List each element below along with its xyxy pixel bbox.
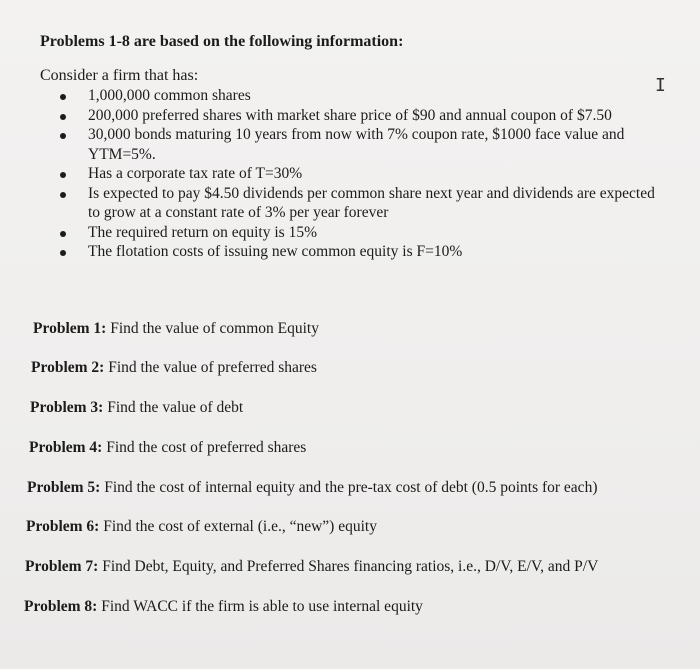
problem-label: Problem 6: (26, 518, 100, 535)
list-item-text: The flotation costs of issuing new common equity is F=10% (88, 243, 463, 260)
problem-label: Problem 2: (31, 359, 105, 376)
problem-text: Find WACC if the firm is able to use internal equity (101, 598, 423, 615)
list-item-text: 1,000,000 common shares (88, 87, 251, 104)
problem-3 (30, 399, 243, 417)
problem-5 (27, 479, 597, 497)
list-item (58, 164, 658, 184)
problem-label: Problem 8: (24, 598, 98, 615)
problem-8 (24, 598, 423, 616)
list-item-text: Has a corporate tax rate of T=30% (88, 165, 303, 182)
problem-7 (25, 558, 598, 576)
list-item (58, 86, 658, 106)
list-item (58, 125, 648, 164)
problem-1 (33, 320, 319, 338)
problem-text: Find the value of preferred shares (108, 359, 317, 376)
problem-text: Find the cost of internal equity and the pre-tax cost of debt (0.5 points for each) (104, 479, 598, 496)
problem-label: Problem 1: (33, 320, 107, 337)
list-item-text: 30,000 bonds maturing 10 years from now with 7% coupon rate, $1000 face value and YTM=5%. (88, 126, 625, 163)
bullet-icon (60, 133, 66, 139)
bullet-icon (60, 250, 66, 256)
problem-label: Problem 7: (25, 558, 99, 575)
problem-6 (26, 518, 377, 536)
list-item-text: The required return on equity is 15% (88, 223, 317, 241)
bullet-icon (60, 192, 66, 198)
problem-text: Find Debt, Equity, and Preferred Shares financing ratios, i.e., D/V, E/V, and P/V (102, 558, 599, 575)
bullet-icon (60, 94, 66, 100)
problem-2 (31, 359, 317, 377)
problem-text: Find the cost of preferred shares (106, 439, 307, 456)
intro-text: Consider a firm that has: (40, 67, 199, 84)
list-item-text: Is expected to pay $4.50 dividends per common share next year and dividends are expected to grow at a constant rate of 3% per year forever (88, 184, 655, 221)
list-item (58, 242, 658, 262)
problem-text: Find the value of debt (107, 399, 244, 416)
list-item (58, 106, 658, 126)
bullet-icon (60, 231, 66, 237)
bullet-icon (60, 172, 66, 178)
problem-4 (29, 439, 306, 457)
problem-label: Problem 5: (27, 479, 101, 496)
problem-text: Find the cost of external (i.e., “new”) equity (103, 518, 377, 535)
problem-label: Problem 4: (29, 439, 103, 456)
bullet-icon (60, 114, 66, 120)
problem-label: Problem 3: (30, 399, 104, 416)
page-title: Problems 1-8 are based on the following information: (40, 33, 404, 50)
firm-info-list (58, 86, 658, 262)
list-item (58, 184, 658, 223)
text-cursor-icon: I (655, 75, 666, 96)
list-item (58, 223, 658, 243)
problem-text: Find the value of common Equity (110, 320, 319, 337)
list-item-text: 200,000 preferred shares with market share price of $90 and annual coupon of $7.50 (88, 106, 612, 124)
